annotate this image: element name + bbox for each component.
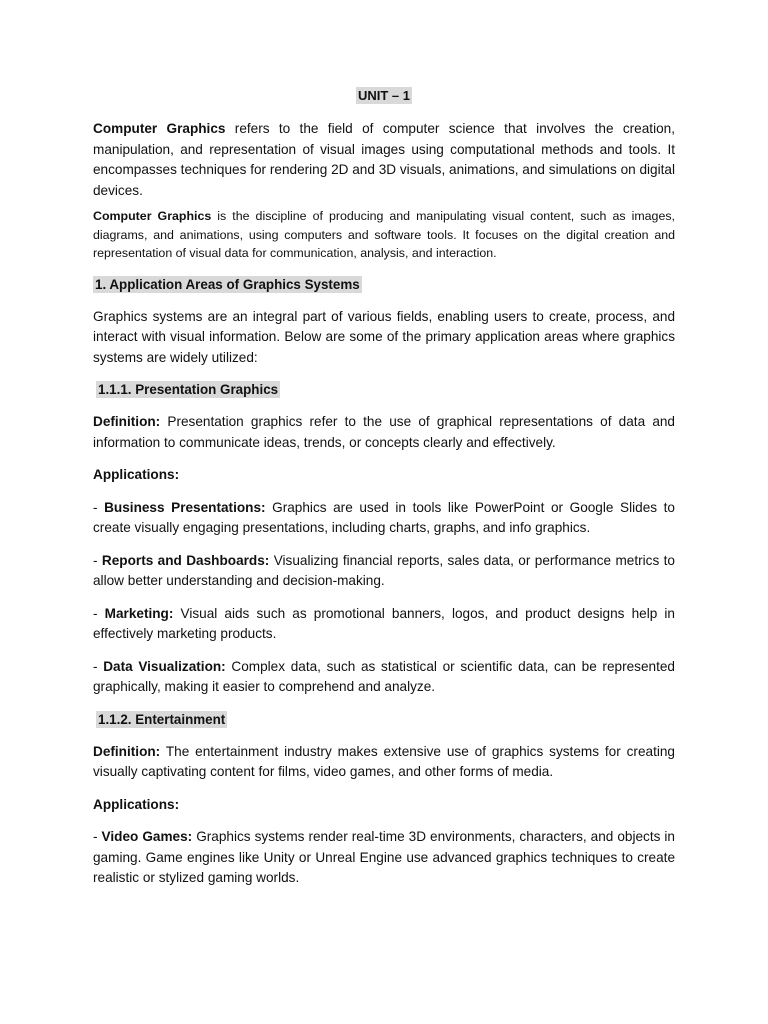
intro-paragraph-2 (93, 207, 675, 263)
applications-label (93, 795, 675, 816)
list-item-prefix: - (93, 829, 102, 844)
list-item (93, 498, 675, 539)
definition-label: Definition: (93, 414, 161, 429)
applications-label-text: Applications: (93, 796, 180, 812)
intro-text-1: refers to the field of computer science that involves the creation, manipulation, and representation of visual images using computational methods and tools. It encompasses techniques for rendering 2D and 3D visuals, animations, and simulations on digital devices. (93, 121, 675, 198)
page-title: UNIT – 1 (357, 88, 410, 103)
title-row (93, 87, 675, 109)
definition-text: The entertainment industry makes extensive use of graphics systems for creating visually captivating content for films, video games, and other forms of media. (93, 743, 675, 779)
list-item-prefix: - (93, 552, 102, 568)
list-item-label: Reports and Dashboards: (101, 552, 270, 568)
list-item (93, 604, 675, 645)
intro-term-1: Computer Graphics (93, 121, 226, 136)
list-item-text: Graphics systems render real-time 3D environments, characters, and objects in gaming. Game engines like Unity or Unreal Engine use advanced graphics techniques to create realistic or stylized gaming worlds. (93, 829, 675, 885)
list-item-label: Data Visualization: (103, 658, 226, 674)
subsection-heading-text: 1.1.1. Presentation Graphics (98, 382, 279, 397)
list-item-label: Marketing: (104, 605, 174, 621)
list-item-prefix: - (93, 499, 105, 515)
intro-term-2: Computer Graphics (93, 209, 212, 223)
list-item-text: Complex data, such as statistical or scientific data, can be represented graphically, making it easier to comprehend and analyze. (93, 658, 675, 694)
list-item-text: Visualizing financial reports, sales data, or performance metrics to allow better understanding and decision-making. (93, 552, 675, 588)
list-item (93, 551, 675, 592)
section-heading (93, 275, 675, 295)
applications-label (93, 465, 675, 486)
list-item-prefix: - (93, 605, 105, 621)
list-item-label: Business Presentations: (104, 499, 266, 515)
list-item-label: Video Games: (101, 829, 193, 844)
document-body (93, 87, 675, 901)
list-item-text: Graphics are used in tools like PowerPoint or Google Slides to create visually engaging presentations, including charts, graphs, and info graphics. (93, 499, 675, 535)
list-item (93, 657, 675, 698)
section-heading-text: 1. Application Areas of Graphics Systems (95, 276, 360, 292)
subsection-heading-text: 1.1.2. Entertainment (98, 711, 226, 727)
definition-label: Definition: (93, 743, 161, 759)
definition-paragraph (93, 412, 675, 453)
list-item (93, 827, 675, 889)
applications-label-text: Applications: (93, 467, 180, 482)
subsection-heading-presentation (96, 380, 675, 400)
definition-paragraph (93, 742, 675, 783)
list-item-text: Visual aids such as promotional banners, logos, and product designs help in effectively marketing products. (93, 605, 675, 641)
list-item-prefix: - (93, 658, 104, 674)
intro-paragraph-1 (93, 119, 675, 201)
definition-text: Presentation graphics refer to the use of graphical representations of data and information to communicate ideas, trends, or concepts clearly and effectively. (93, 414, 675, 450)
section-intro: Graphics systems are an integral part of various fields, enabling users to create, process, and interact with visual information. Below are some of the primary application areas where graphics systems are widely utilized: (93, 308, 675, 365)
intro-text-2: is the discipline of producing and manipulating visual content, such as images, diagrams, and animations, using computers and software tools. It focuses on the digital creation and representation of visual data for communication, analysis, and interaction. (93, 209, 675, 260)
subsection-heading-entertainment (96, 710, 675, 730)
